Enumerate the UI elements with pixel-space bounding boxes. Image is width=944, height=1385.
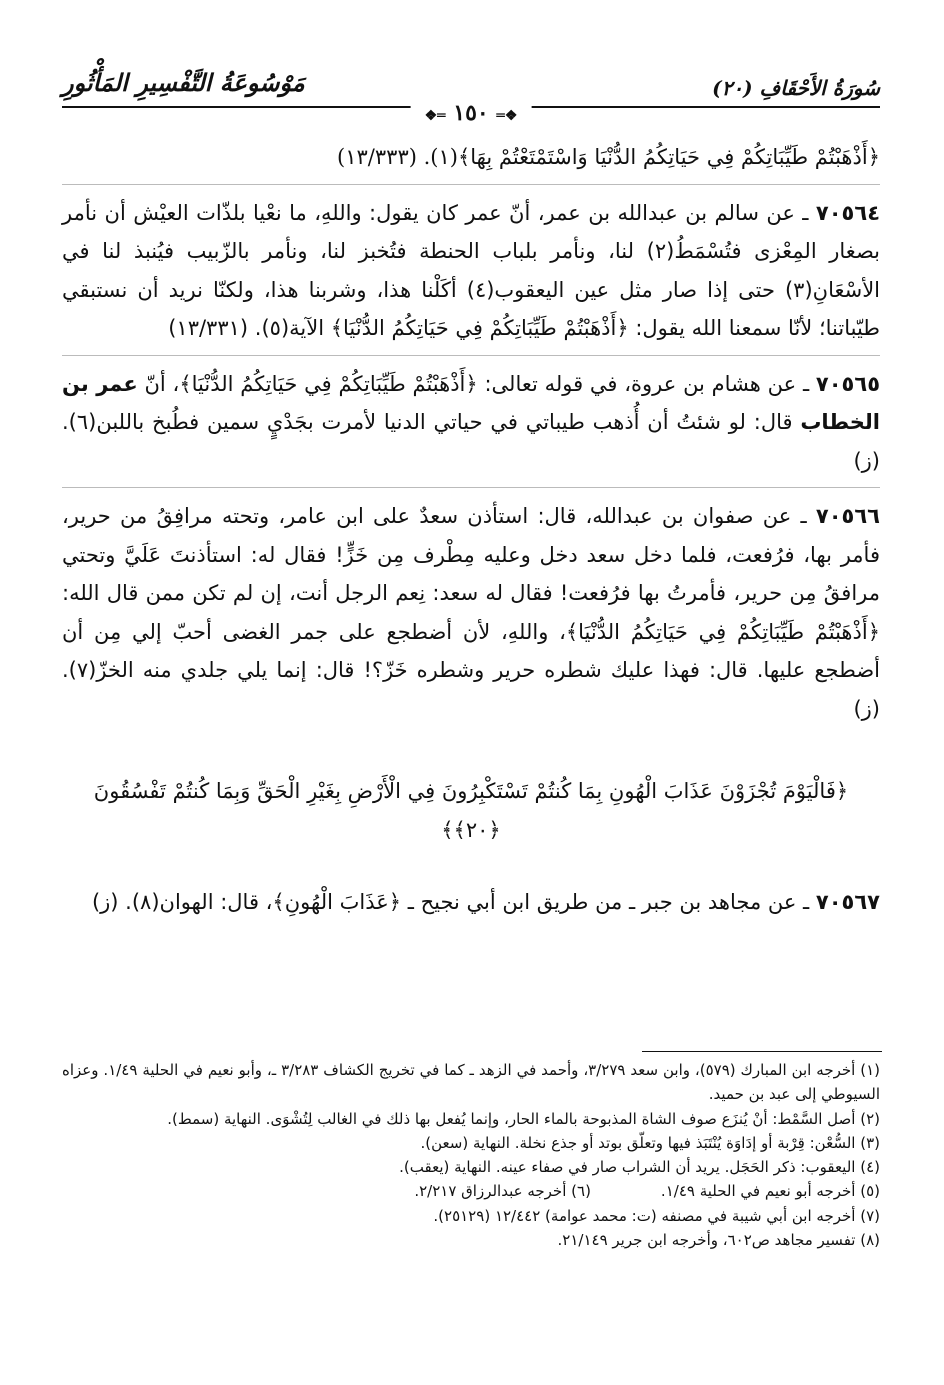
page-number: ١٥٠: [453, 100, 489, 126]
paragraph-separator: [62, 355, 880, 356]
ornament-icon: ❖═: [496, 108, 518, 124]
series-title: مَوْسُوعَةُ التَّفْسِيرِ المَأْثُورِ: [62, 68, 305, 97]
footnote: (٨) تفسير مجاهد ص٦٠٢، وأخرجه ابن جرير ٢١/١٤٩.: [557, 1231, 880, 1250]
footnote: (٣) السُّعْن: قِرْبة أو إدَاوَة يُنْتَبَذ فيها وتعلّق بوتد أو جذع نخلة. النهاية (سعن).: [420, 1133, 880, 1152]
narration-paragraph: [62, 194, 880, 348]
narration-number: ٧٠٥٦٥: [815, 371, 881, 396]
narration-paragraph: [62, 365, 880, 481]
page-number-box: [411, 100, 532, 126]
quote-line: ﴿أَذْهَبْتُمْ طَيِّبَاتِكُمْ فِي حَيَاتِكُمُ الدُّنْيَا وَاسْتَمْتَعْتُمْ بِهَا﴾(١). (١٣/٣٣٣): [337, 145, 880, 169]
narration-text: ـ عن مجاهد بن جبر ـ من طريق ابن أبي نجيح ـ ﴿عَذَابَ الْهُونِ﴾، قال: الهوان(٨). (ز): [91, 890, 810, 914]
narration-text: ـ عن هشام بن عروة، في قوله تعالى: ﴿أَذْهَبْتُمْ طَيِّبَاتِكُمْ فِي حَيَاتِكُمُ الدُّنْيَا﴾، أنّ: [144, 371, 810, 396]
footnotes: [62, 1058, 880, 1252]
paragraph-separator: [62, 487, 880, 488]
narrator-name: عمر بن الخطاب: [62, 371, 880, 434]
surah-title: سُورَةُ الأَحْقَافِ: [759, 76, 880, 100]
surah-heading: [712, 76, 880, 100]
narration-paragraph: [62, 883, 880, 922]
footnote: (١) أخرجه ابن المبارك (٥٧٩)، وابن سعد ٣/٢٧٩، وأحمد في الزهد ـ كما في تخريج الكشاف ٣/٢٨٣ ـ، وأبو نعيم في الحلية ١/٤٩. وعزاه السيوطي إلى عبد بن حميد.: [62, 1061, 880, 1104]
narration-text: ـ عن سالم بن عبدالله بن عمر، أنّ عمر كان يقول: واللهِ، ما نعْيا بلذّات العيْش أن نأمر بصغار المِعْزى فتُسْمَطُ(٢) لنا، ونأمر بلباب الحنطة فتُخبز لنا، ونأمر بالزّبيب فيُنبذ لنا في الأسْعَانِ(٣) حتى إذا صار مثل عين اليعقوب(٤) أكَلْنا هذا، وشربنا هذا، ولكنّا نريد أن نستبقي طيّباتنا؛ لأنّا سمعنا الله يقول: ﴿أَذْهَبْتُمْ طَيِّبَاتِكُمْ فِي حَيَاتِكُمُ الدُّنْيَا﴾ الآية(٥). (١٣/٣٣١): [62, 200, 881, 340]
footnote: (٢) أصل السَّمْط: أنْ يُنزَع صوف الشاة المذبوحة بالماء الحار، وإنما يُفعل بها ذلك في الغالب لِتُشْوَى. النهاية (سمط).: [167, 1109, 880, 1128]
footnote: (٧) أخرجه ابن أبي شيبة في مصنفه (ت: محمد عوامة) ١٢/٤٤٢ (٢٥١٢٩).: [433, 1206, 880, 1225]
main-text: [62, 138, 880, 929]
narration-number: ٧٠٥٦٤: [815, 200, 881, 225]
verse-number: (٢٠): [712, 76, 753, 100]
narration-number: ٧٠٥٦٧: [815, 890, 880, 914]
paragraph-separator: [62, 184, 880, 185]
narration-text: قال: لو شئتُ أن أُذهب طيباتي في حياتي الدنيا لأمرت بجَدْيٍ سمين فطُبخ باللبن(٦). (ز): [62, 410, 880, 473]
narration-number: ٧٠٥٦٦: [815, 504, 880, 528]
narration-text: ـ عن صفوان بن عبدالله، قال: استأذن سعدٌ على ابن عامر، وتحته مرافِقُ من حرير، فأمر بها، فرُفعت، فلما دخل سعد دخل وعليه مِطْرف مِن خَزٍّ! فقال له: استأذنتَ عَلَيَّ وتحتي مرافقُ مِن حرير، فأمرتُ بها فرُفعت! فقال له سعد: نِعم الرجل أنت، إن لم تكن ممن قال الله: ﴿أَذْهَبْتُمْ طَيِّبَاتِكُمْ فِي حَيَاتِكُمُ الدُّنْيَا﴾، واللهِ، لأن أضطجع على جمر الغضى أحبّ إلي مِن أن أضطجع عليها. قال: فهذا عليك شطره حرير وشطره خَزّ؟! قال: إنما يلي جلدي منه الخزّ(٧). (ز): [62, 504, 880, 721]
narration-paragraph: [62, 497, 880, 728]
footnote: (٦) أخرجه عبدالرزاق ٢/٢١٧.: [414, 1182, 591, 1201]
footnote: (٤) اليعقوب: ذكر الحَجَل. يريد أن الشراب صار في صفاء عينه. النهاية (يعقب).: [399, 1158, 880, 1177]
ornament-icon: ═❖: [424, 108, 446, 124]
footnote: (٥) أخرجه أبو نعيم في الحلية ١/٤٩.: [660, 1182, 880, 1201]
quran-verse: ﴿فَالْيَوْمَ تُجْزَوْنَ عَذَابَ الْهُونِ بِمَا كُنتُمْ تَسْتَكْبِرُونَ فِي الْأَرْضِ بِغَيْرِ الْحَقِّ وَبِمَا كُنتُمْ تَفْسُقُونَ ﴿٢٠﴾﴾: [93, 779, 849, 842]
page-header: [62, 62, 880, 126]
footnote-pair: [62, 1179, 880, 1203]
footnote-rule: [642, 1051, 882, 1052]
